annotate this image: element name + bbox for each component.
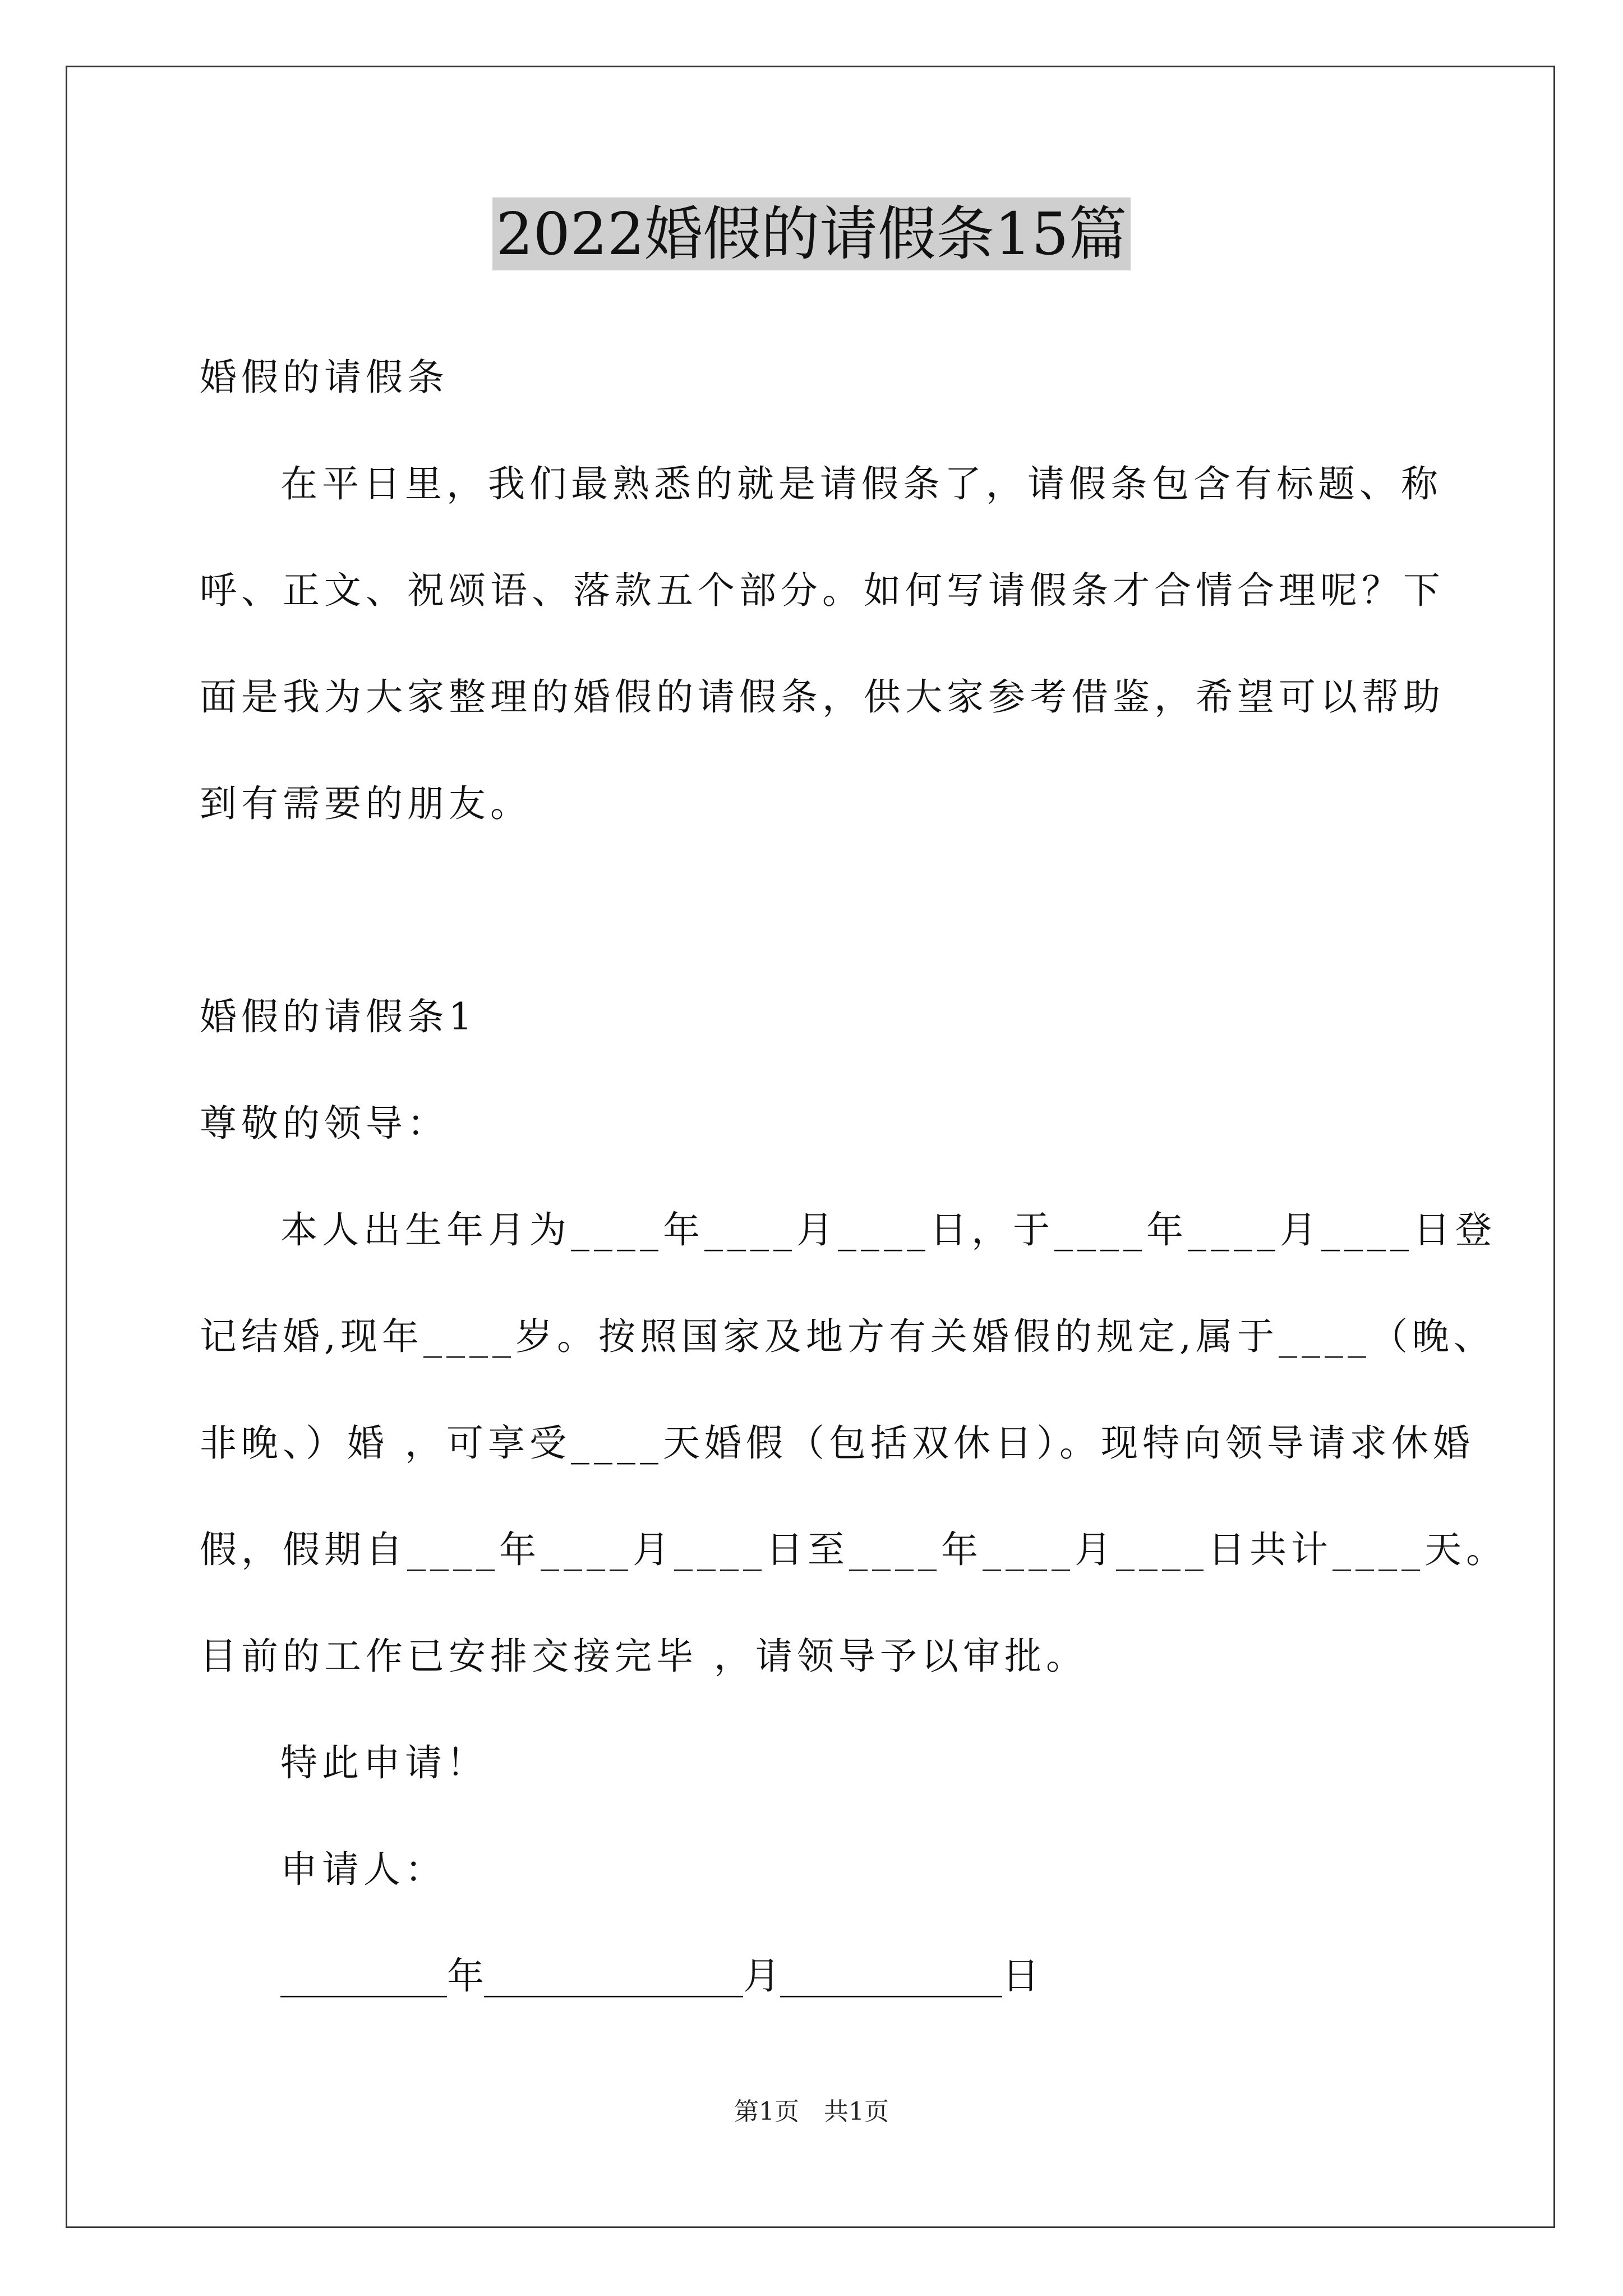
date-line: _________年______________月____________日: [280, 1954, 1039, 1998]
paragraph-line: 本人出生年月为____年____月____日，于____年____月____日登: [280, 1208, 1496, 1251]
paragraph-line: 假，假期自____年____月____日至____年____月____日共计____天。: [200, 1528, 1507, 1571]
title-wrap: [0, 197, 1623, 270]
paragraph-line: 非晚、）婚 ，可享受____天婚假（包括双休日）。现特向领导请求休婚: [200, 1421, 1474, 1465]
document-title: 2022婚假的请假条15篇: [492, 197, 1130, 270]
paragraph-line: 在平日里，我们最熟悉的就是请假条了，请假条包含有标题、称: [280, 462, 1442, 505]
section-heading-1: 婚假的请假条1: [200, 995, 477, 1038]
closing-line: 特此申请！: [280, 1741, 488, 1784]
salutation: 尊敬的领导：: [200, 1102, 449, 1145]
section-heading-intro: 婚假的请假条: [200, 356, 449, 399]
paragraph-line: 目前的工作已安排交接完毕 ，请领导予以审批。: [200, 1635, 1087, 1678]
applicant-line: 申请人：: [280, 1848, 446, 1891]
paragraph-line: 记结婚,现年____岁。按照国家及地方有关婚假的规定,属于____（晚、: [200, 1315, 1495, 1358]
paragraph-line: 呼、正文、祝颂语、落款五个部分。如何写请假条才合情合理呢？下: [200, 569, 1445, 612]
paragraph-line: 到有需要的朋友。: [200, 782, 532, 825]
page-footer: 第1页 共1页: [734, 2097, 889, 2126]
paragraph-line: 面是我为大家整理的婚假的请假条，供大家参考借鉴，希望可以帮助: [200, 675, 1445, 719]
